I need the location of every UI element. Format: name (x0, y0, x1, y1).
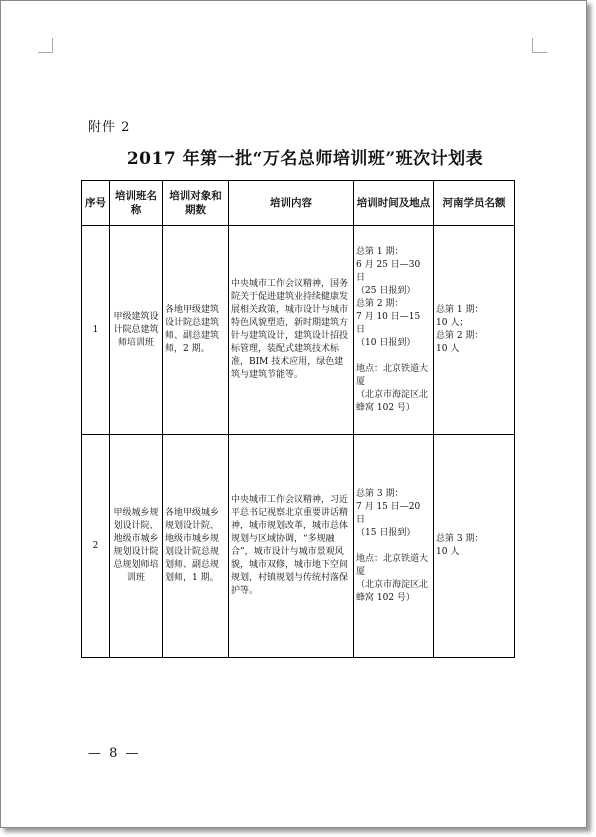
header-target: 培训对象和期数 (163, 181, 229, 226)
place-line: 地点：北京铁道大厦 (356, 363, 429, 387)
time-line: （10 日报到） (356, 337, 416, 348)
time-line: 7 月 10 日—15 日 (356, 311, 421, 335)
time-line: （25 日报到） (356, 285, 416, 296)
place-line: （北京市海淀区北蜂窝 102 号） (356, 389, 429, 413)
quota-line: 10 人 (436, 547, 460, 557)
cell-quota (434, 435, 515, 658)
cell-time-place (354, 435, 434, 658)
table-row (82, 435, 515, 658)
header-content: 培训内容 (229, 181, 354, 226)
cell-name: 甲级建筑设计院总建筑师培训班 (110, 226, 163, 435)
cell-name: 甲级城乡规划设计院、地级市城乡规划设计院总规划师培训班 (110, 435, 163, 658)
time-line: 7 月 15 日—20 日 (356, 501, 421, 525)
time-line: 总第 1 期： (356, 246, 404, 257)
time-line: 6 月 25 日—30 日 (356, 259, 421, 283)
table-header-row (82, 181, 515, 226)
header-name: 培训班名称 (110, 181, 163, 226)
crop-mark-top-right (532, 38, 547, 53)
cell-no: 1 (82, 226, 110, 435)
time-line: 总第 2 期： (356, 298, 404, 309)
page-title: 2017 年第一批“万名总师培训班”班次计划表 (126, 149, 484, 169)
cell-quota (434, 226, 515, 435)
quota-line: 10 人 (436, 344, 460, 354)
page-number: — 8 — (88, 746, 141, 761)
quota-line: 总第 1 期： (436, 305, 484, 315)
quota-line: 10 人； (436, 318, 469, 328)
plan-table (81, 180, 515, 658)
crop-mark-top-left (38, 38, 53, 53)
time-line: （15 日报到） (356, 527, 416, 538)
time-line: 总第 3 期： (356, 488, 404, 499)
quota-line: 总第 2 期： (436, 331, 484, 341)
table-row (82, 226, 515, 435)
quota-line: 总第 3 期： (436, 534, 484, 544)
attachment-label: 附件 2 (88, 120, 131, 135)
time-line (356, 540, 431, 553)
header-time-place: 培训时间及地点 (354, 181, 434, 226)
cell-time-place (354, 226, 434, 435)
cell-content: 中央城市工作会议精神，国务院关于促进建筑业持续健康发展相关政策，城市设计与城市特色风貌塑造，新时期建筑方针与建筑设计，建筑设计招投标管理，装配式建筑技术标准，BIM 技术应用，绿色建筑与建筑节能等。 (229, 226, 354, 435)
cell-content: 中央城市工作会议精神，习近平总书记视察北京重要讲话精神，城市规划改革，城市总体规划与区域协调，“多规融合”，城市设计与城市景观风貌，城市双修，城市地下空间规划，村镇规划与传统村落保护等。 (229, 435, 354, 658)
header-quota: 河南学员名额 (434, 181, 515, 226)
cell-no: 2 (82, 435, 110, 658)
place-line: （北京市海淀区北蜂窝 102 号） (356, 579, 429, 603)
place-line: 地点：北京铁道大厦 (356, 553, 429, 577)
cell-target: 各地甲级建筑设计院总建筑师、副总建筑师，2 期。 (163, 226, 229, 435)
header-no: 序号 (82, 181, 110, 226)
cell-target: 各地甲级城乡规划设计院、地级市城乡规划设计院总规划师、副总规划师，1 期。 (163, 435, 229, 658)
time-line (356, 350, 431, 363)
